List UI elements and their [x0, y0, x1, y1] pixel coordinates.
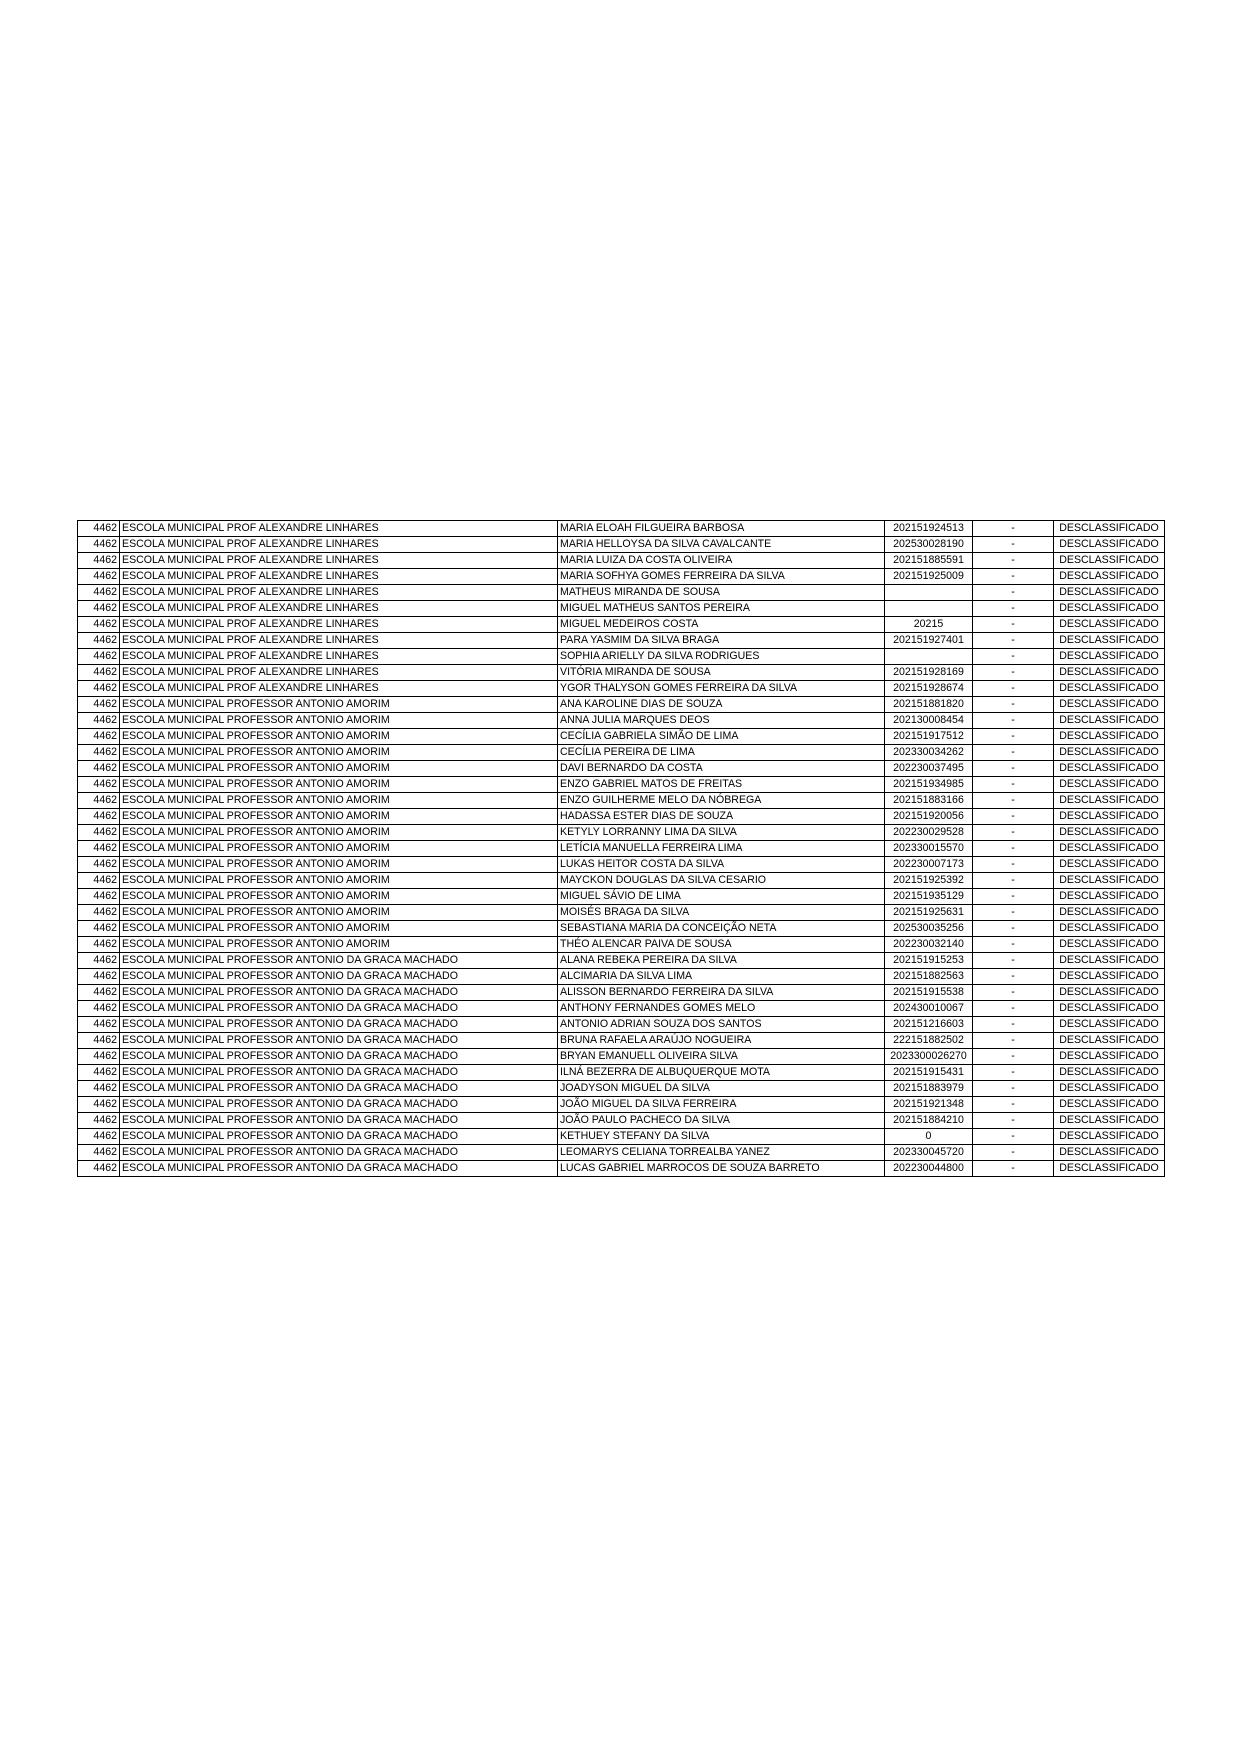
- student-name-cell: ANA KAROLINE DIAS DE SOUZA: [558, 697, 885, 713]
- class-cell: -: [973, 873, 1054, 889]
- student-name-cell: ENZO GABRIEL MATOS DE FREITAS: [558, 777, 885, 793]
- school-code-cell: 4462: [78, 649, 120, 665]
- status-cell: DESCLASSIFICADO: [1054, 1065, 1165, 1081]
- table-row: [78, 905, 1165, 921]
- status-cell: DESCLASSIFICADO: [1054, 729, 1165, 745]
- student-id-cell: 202130008454: [885, 713, 973, 729]
- class-cell: -: [973, 825, 1054, 841]
- school-code-cell: 4462: [78, 937, 120, 953]
- table-row: [78, 953, 1165, 969]
- student-name-cell: ALANA REBEKA PEREIRA DA SILVA: [558, 953, 885, 969]
- school-name-cell: ESCOLA MUNICIPAL PROFESSOR ANTONIO DA GRACA MACHADO: [120, 1097, 558, 1113]
- student-name-cell: LUCAS GABRIEL MARROCOS DE SOUZA BARRETO: [558, 1161, 885, 1177]
- student-name-cell: MIGUEL SÁVIO DE LIMA: [558, 889, 885, 905]
- school-code-cell: 4462: [78, 809, 120, 825]
- status-cell: DESCLASSIFICADO: [1054, 873, 1165, 889]
- status-cell: DESCLASSIFICADO: [1054, 553, 1165, 569]
- class-cell: -: [973, 633, 1054, 649]
- class-cell: -: [973, 889, 1054, 905]
- table-row: [78, 873, 1165, 889]
- status-cell: DESCLASSIFICADO: [1054, 809, 1165, 825]
- class-cell: -: [973, 553, 1054, 569]
- status-cell: DESCLASSIFICADO: [1054, 745, 1165, 761]
- status-cell: DESCLASSIFICADO: [1054, 633, 1165, 649]
- student-name-cell: JOADYSON MIGUEL DA SILVA: [558, 1081, 885, 1097]
- status-cell: DESCLASSIFICADO: [1054, 521, 1165, 537]
- class-cell: -: [973, 1081, 1054, 1097]
- student-name-cell: MATHEUS MIRANDA DE SOUSA: [558, 585, 885, 601]
- student-id-cell: 202151928674: [885, 681, 973, 697]
- class-cell: -: [973, 1065, 1054, 1081]
- table-row: [78, 633, 1165, 649]
- status-cell: DESCLASSIFICADO: [1054, 713, 1165, 729]
- student-id-cell: 202151882563: [885, 969, 973, 985]
- class-cell: -: [973, 937, 1054, 953]
- student-id-cell: 202151883166: [885, 793, 973, 809]
- table-row: [78, 841, 1165, 857]
- student-id-cell: 202151921348: [885, 1097, 973, 1113]
- table-row: [78, 1001, 1165, 1017]
- school-code-cell: 4462: [78, 585, 120, 601]
- student-name-cell: MOISÉS BRAGA DA SILVA: [558, 905, 885, 921]
- status-cell: DESCLASSIFICADO: [1054, 649, 1165, 665]
- student-name-cell: ANNA JULIA MARQUES DEOS: [558, 713, 885, 729]
- student-name-cell: CECÍLIA GABRIELA SIMÃO DE LIMA: [558, 729, 885, 745]
- status-cell: DESCLASSIFICADO: [1054, 761, 1165, 777]
- status-cell: DESCLASSIFICADO: [1054, 1145, 1165, 1161]
- class-cell: -: [973, 1097, 1054, 1113]
- student-name-cell: THÉO ALENCAR PAIVA DE SOUSA: [558, 937, 885, 953]
- class-cell: -: [973, 1129, 1054, 1145]
- student-name-cell: LEOMARYS CELIANA TORREALBA YANEZ: [558, 1145, 885, 1161]
- school-code-cell: 4462: [78, 521, 120, 537]
- status-cell: DESCLASSIFICADO: [1054, 697, 1165, 713]
- student-id-cell: 202151934985: [885, 777, 973, 793]
- student-id-cell: 202151915538: [885, 985, 973, 1001]
- class-cell: -: [973, 1017, 1054, 1033]
- student-id-cell: 20215: [885, 617, 973, 633]
- table-row: [78, 889, 1165, 905]
- table-row: [78, 521, 1165, 537]
- class-cell: -: [973, 601, 1054, 617]
- class-cell: -: [973, 569, 1054, 585]
- school-code-cell: 4462: [78, 1049, 120, 1065]
- student-name-cell: ALCIMARIA DA SILVA LIMA: [558, 969, 885, 985]
- class-cell: -: [973, 537, 1054, 553]
- status-cell: DESCLASSIFICADO: [1054, 681, 1165, 697]
- school-name-cell: ESCOLA MUNICIPAL PROFESSOR ANTONIO AMORIM: [120, 793, 558, 809]
- student-name-cell: JOÃO MIGUEL DA SILVA FERREIRA: [558, 1097, 885, 1113]
- student-id-cell: 202530035256: [885, 921, 973, 937]
- class-cell: -: [973, 697, 1054, 713]
- student-id-cell: 202151920056: [885, 809, 973, 825]
- class-cell: -: [973, 1113, 1054, 1129]
- school-name-cell: ESCOLA MUNICIPAL PROFESSOR ANTONIO DA GRACA MACHADO: [120, 1113, 558, 1129]
- table-row: [78, 793, 1165, 809]
- student-id-cell: 202230029528: [885, 825, 973, 841]
- school-code-cell: 4462: [78, 553, 120, 569]
- table-row: [78, 1145, 1165, 1161]
- school-code-cell: 4462: [78, 697, 120, 713]
- table-row: [78, 921, 1165, 937]
- status-cell: DESCLASSIFICADO: [1054, 617, 1165, 633]
- school-name-cell: ESCOLA MUNICIPAL PROFESSOR ANTONIO DA GRACA MACHADO: [120, 969, 558, 985]
- school-name-cell: ESCOLA MUNICIPAL PROF ALEXANDRE LINHARES: [120, 585, 558, 601]
- school-name-cell: ESCOLA MUNICIPAL PROFESSOR ANTONIO AMORIM: [120, 761, 558, 777]
- table-row: [78, 1161, 1165, 1177]
- table-row: [78, 537, 1165, 553]
- status-cell: DESCLASSIFICADO: [1054, 537, 1165, 553]
- school-name-cell: ESCOLA MUNICIPAL PROFESSOR ANTONIO DA GRACA MACHADO: [120, 1145, 558, 1161]
- table-row: [78, 761, 1165, 777]
- student-id-cell: 202430010067: [885, 1001, 973, 1017]
- school-code-cell: 4462: [78, 985, 120, 1001]
- student-id-cell: 202330015570: [885, 841, 973, 857]
- table-row: [78, 777, 1165, 793]
- school-name-cell: ESCOLA MUNICIPAL PROFESSOR ANTONIO DA GRACA MACHADO: [120, 1001, 558, 1017]
- student-name-cell: CECÍLIA PEREIRA DE LIMA: [558, 745, 885, 761]
- status-cell: DESCLASSIFICADO: [1054, 953, 1165, 969]
- school-code-cell: 4462: [78, 905, 120, 921]
- class-cell: -: [973, 1033, 1054, 1049]
- status-cell: DESCLASSIFICADO: [1054, 825, 1165, 841]
- school-name-cell: ESCOLA MUNICIPAL PROF ALEXANDRE LINHARES: [120, 537, 558, 553]
- class-cell: -: [973, 985, 1054, 1001]
- school-code-cell: 4462: [78, 729, 120, 745]
- class-cell: -: [973, 793, 1054, 809]
- status-cell: DESCLASSIFICADO: [1054, 569, 1165, 585]
- school-code-cell: 4462: [78, 841, 120, 857]
- school-code-cell: 4462: [78, 1033, 120, 1049]
- school-name-cell: ESCOLA MUNICIPAL PROF ALEXANDRE LINHARES: [120, 617, 558, 633]
- school-code-cell: 4462: [78, 1113, 120, 1129]
- table-row: [78, 649, 1165, 665]
- school-code-cell: 4462: [78, 1017, 120, 1033]
- class-cell: -: [973, 1145, 1054, 1161]
- school-name-cell: ESCOLA MUNICIPAL PROF ALEXANDRE LINHARES: [120, 633, 558, 649]
- status-cell: DESCLASSIFICADO: [1054, 601, 1165, 617]
- student-id-cell: 202330045720: [885, 1145, 973, 1161]
- school-code-cell: 4462: [78, 665, 120, 681]
- status-cell: DESCLASSIFICADO: [1054, 1081, 1165, 1097]
- school-code-cell: 4462: [78, 1097, 120, 1113]
- status-cell: DESCLASSIFICADO: [1054, 1113, 1165, 1129]
- student-id-cell: [885, 649, 973, 665]
- student-name-cell: SOPHIA ARIELLY DA SILVA RODRIGUES: [558, 649, 885, 665]
- class-cell: -: [973, 953, 1054, 969]
- school-name-cell: ESCOLA MUNICIPAL PROFESSOR ANTONIO DA GRACA MACHADO: [120, 953, 558, 969]
- school-name-cell: ESCOLA MUNICIPAL PROFESSOR ANTONIO AMORIM: [120, 745, 558, 761]
- school-code-cell: 4462: [78, 953, 120, 969]
- student-id-cell: 202151216603: [885, 1017, 973, 1033]
- school-name-cell: ESCOLA MUNICIPAL PROFESSOR ANTONIO DA GRACA MACHADO: [120, 1017, 558, 1033]
- class-cell: -: [973, 1049, 1054, 1065]
- school-code-cell: 4462: [78, 745, 120, 761]
- results-table: [77, 520, 1165, 1177]
- class-cell: -: [973, 761, 1054, 777]
- table-row: [78, 1017, 1165, 1033]
- class-cell: -: [973, 1001, 1054, 1017]
- school-code-cell: 4462: [78, 617, 120, 633]
- school-code-cell: 4462: [78, 825, 120, 841]
- table-row: [78, 1049, 1165, 1065]
- student-name-cell: LETÍCIA MANUELLA FERREIRA LIMA: [558, 841, 885, 857]
- class-cell: -: [973, 1161, 1054, 1177]
- status-cell: DESCLASSIFICADO: [1054, 585, 1165, 601]
- class-cell: -: [973, 969, 1054, 985]
- student-id-cell: 202330034262: [885, 745, 973, 761]
- student-name-cell: MARIA ELOAH FILGUEIRA BARBOSA: [558, 521, 885, 537]
- status-cell: DESCLASSIFICADO: [1054, 1017, 1165, 1033]
- school-name-cell: ESCOLA MUNICIPAL PROFESSOR ANTONIO DA GRACA MACHADO: [120, 1129, 558, 1145]
- student-name-cell: JOÃO PAULO PACHECO DA SILVA: [558, 1113, 885, 1129]
- student-name-cell: LUKAS HEITOR COSTA DA SILVA: [558, 857, 885, 873]
- student-name-cell: MARIA LUIZA DA COSTA OLIVEIRA: [558, 553, 885, 569]
- class-cell: -: [973, 665, 1054, 681]
- student-name-cell: MARIA HELLOYSA DA SILVA CAVALCANTE: [558, 537, 885, 553]
- school-name-cell: ESCOLA MUNICIPAL PROFESSOR ANTONIO DA GRACA MACHADO: [120, 1081, 558, 1097]
- status-cell: DESCLASSIFICADO: [1054, 969, 1165, 985]
- table-row: [78, 617, 1165, 633]
- student-id-cell: 202151928169: [885, 665, 973, 681]
- student-name-cell: YGOR THALYSON GOMES FERREIRA DA SILVA: [558, 681, 885, 697]
- table-row: [78, 713, 1165, 729]
- school-name-cell: ESCOLA MUNICIPAL PROFESSOR ANTONIO AMORIM: [120, 841, 558, 857]
- student-id-cell: 202151881820: [885, 697, 973, 713]
- class-cell: -: [973, 729, 1054, 745]
- table-row: [78, 553, 1165, 569]
- status-cell: DESCLASSIFICADO: [1054, 1129, 1165, 1145]
- school-code-cell: 4462: [78, 889, 120, 905]
- status-cell: DESCLASSIFICADO: [1054, 905, 1165, 921]
- school-name-cell: ESCOLA MUNICIPAL PROF ALEXANDRE LINHARES: [120, 601, 558, 617]
- student-id-cell: 0: [885, 1129, 973, 1145]
- school-name-cell: ESCOLA MUNICIPAL PROFESSOR ANTONIO AMORIM: [120, 921, 558, 937]
- school-code-cell: 4462: [78, 601, 120, 617]
- table-row: [78, 745, 1165, 761]
- school-name-cell: ESCOLA MUNICIPAL PROFESSOR ANTONIO AMORIM: [120, 697, 558, 713]
- school-name-cell: ESCOLA MUNICIPAL PROFESSOR ANTONIO AMORIM: [120, 729, 558, 745]
- table-row: [78, 809, 1165, 825]
- class-cell: -: [973, 857, 1054, 873]
- school-name-cell: ESCOLA MUNICIPAL PROF ALEXANDRE LINHARES: [120, 665, 558, 681]
- student-name-cell: ILNÁ BEZERRA DE ALBUQUERQUE MOTA: [558, 1065, 885, 1081]
- student-name-cell: KETHUEY STEFANY DA SILVA: [558, 1129, 885, 1145]
- student-id-cell: 202151915431: [885, 1065, 973, 1081]
- table-row: [78, 1033, 1165, 1049]
- student-name-cell: ANTONIO ADRIAN SOUZA DOS SANTOS: [558, 1017, 885, 1033]
- school-code-cell: 4462: [78, 713, 120, 729]
- class-cell: -: [973, 649, 1054, 665]
- school-code-cell: 4462: [78, 1161, 120, 1177]
- status-cell: DESCLASSIFICADO: [1054, 857, 1165, 873]
- table-row: [78, 697, 1165, 713]
- student-name-cell: SEBASTIANA MARIA DA CONCEIÇÃO NETA: [558, 921, 885, 937]
- table-row: [78, 1065, 1165, 1081]
- school-code-cell: 4462: [78, 633, 120, 649]
- school-name-cell: ESCOLA MUNICIPAL PROFESSOR ANTONIO AMORIM: [120, 777, 558, 793]
- student-id-cell: 202230037495: [885, 761, 973, 777]
- student-name-cell: ANTHONY FERNANDES GOMES MELO: [558, 1001, 885, 1017]
- table-row: [78, 1081, 1165, 1097]
- student-id-cell: 202230032140: [885, 937, 973, 953]
- class-cell: -: [973, 745, 1054, 761]
- student-name-cell: KETYLY LORRANNY LIMA DA SILVA: [558, 825, 885, 841]
- student-id-cell: 202151885591: [885, 553, 973, 569]
- student-id-cell: 202151917512: [885, 729, 973, 745]
- student-name-cell: BRYAN EMANUELL OLIVEIRA SILVA: [558, 1049, 885, 1065]
- student-id-cell: 202151927401: [885, 633, 973, 649]
- student-id-cell: 202151925009: [885, 569, 973, 585]
- school-code-cell: 4462: [78, 761, 120, 777]
- student-id-cell: 202230007173: [885, 857, 973, 873]
- school-name-cell: ESCOLA MUNICIPAL PROF ALEXANDRE LINHARES: [120, 553, 558, 569]
- school-name-cell: ESCOLA MUNICIPAL PROFESSOR ANTONIO AMORIM: [120, 857, 558, 873]
- status-cell: DESCLASSIFICADO: [1054, 793, 1165, 809]
- results-table-body: [78, 521, 1165, 1177]
- school-name-cell: ESCOLA MUNICIPAL PROF ALEXANDRE LINHARES: [120, 681, 558, 697]
- school-name-cell: ESCOLA MUNICIPAL PROFESSOR ANTONIO AMORIM: [120, 873, 558, 889]
- school-name-cell: ESCOLA MUNICIPAL PROFESSOR ANTONIO AMORIM: [120, 905, 558, 921]
- table-row: [78, 729, 1165, 745]
- student-id-cell: 202151935129: [885, 889, 973, 905]
- table-row: [78, 1129, 1165, 1145]
- student-name-cell: HADASSA ESTER DIAS DE SOUZA: [558, 809, 885, 825]
- status-cell: DESCLASSIFICADO: [1054, 1033, 1165, 1049]
- school-code-cell: 4462: [78, 969, 120, 985]
- school-code-cell: 4462: [78, 681, 120, 697]
- status-cell: DESCLASSIFICADO: [1054, 985, 1165, 1001]
- school-code-cell: 4462: [78, 537, 120, 553]
- class-cell: -: [973, 713, 1054, 729]
- status-cell: DESCLASSIFICADO: [1054, 1049, 1165, 1065]
- school-code-cell: 4462: [78, 1145, 120, 1161]
- school-code-cell: 4462: [78, 1129, 120, 1145]
- student-id-cell: 202151925631: [885, 905, 973, 921]
- student-name-cell: ALISSON BERNARDO FERREIRA DA SILVA: [558, 985, 885, 1001]
- school-code-cell: 4462: [78, 1065, 120, 1081]
- school-name-cell: ESCOLA MUNICIPAL PROFESSOR ANTONIO AMORIM: [120, 713, 558, 729]
- table-row: [78, 969, 1165, 985]
- class-cell: -: [973, 617, 1054, 633]
- table-row: [78, 681, 1165, 697]
- status-cell: DESCLASSIFICADO: [1054, 937, 1165, 953]
- class-cell: -: [973, 585, 1054, 601]
- table-row: [78, 601, 1165, 617]
- school-code-cell: 4462: [78, 1081, 120, 1097]
- student-name-cell: ENZO GUILHERME MELO DA NÓBREGA: [558, 793, 885, 809]
- class-cell: -: [973, 681, 1054, 697]
- school-name-cell: ESCOLA MUNICIPAL PROF ALEXANDRE LINHARES: [120, 649, 558, 665]
- school-name-cell: ESCOLA MUNICIPAL PROFESSOR ANTONIO DA GRACA MACHADO: [120, 985, 558, 1001]
- student-id-cell: 202151884210: [885, 1113, 973, 1129]
- table-row: [78, 825, 1165, 841]
- class-cell: -: [973, 841, 1054, 857]
- student-name-cell: DAVI BERNARDO DA COSTA: [558, 761, 885, 777]
- status-cell: DESCLASSIFICADO: [1054, 665, 1165, 681]
- student-name-cell: MARIA SOFHYA GOMES FERREIRA DA SILVA: [558, 569, 885, 585]
- student-name-cell: MIGUEL MATHEUS SANTOS PEREIRA: [558, 601, 885, 617]
- school-code-cell: 4462: [78, 921, 120, 937]
- status-cell: DESCLASSIFICADO: [1054, 1097, 1165, 1113]
- student-id-cell: 2023300026270: [885, 1049, 973, 1065]
- table-row: [78, 937, 1165, 953]
- table-row: [78, 585, 1165, 601]
- table-row: [78, 665, 1165, 681]
- school-name-cell: ESCOLA MUNICIPAL PROFESSOR ANTONIO DA GRACA MACHADO: [120, 1033, 558, 1049]
- class-cell: -: [973, 921, 1054, 937]
- status-cell: DESCLASSIFICADO: [1054, 889, 1165, 905]
- school-code-cell: 4462: [78, 793, 120, 809]
- school-name-cell: ESCOLA MUNICIPAL PROFESSOR ANTONIO AMORIM: [120, 825, 558, 841]
- school-code-cell: 4462: [78, 873, 120, 889]
- school-name-cell: ESCOLA MUNICIPAL PROF ALEXANDRE LINHARES: [120, 569, 558, 585]
- status-cell: DESCLASSIFICADO: [1054, 921, 1165, 937]
- student-name-cell: MIGUEL MEDEIROS COSTA: [558, 617, 885, 633]
- table-row: [78, 1113, 1165, 1129]
- student-id-cell: 202230044800: [885, 1161, 973, 1177]
- student-id-cell: [885, 601, 973, 617]
- school-code-cell: 4462: [78, 1001, 120, 1017]
- table-row: [78, 569, 1165, 585]
- class-cell: -: [973, 777, 1054, 793]
- school-code-cell: 4462: [78, 569, 120, 585]
- student-id-cell: 202530028190: [885, 537, 973, 553]
- status-cell: DESCLASSIFICADO: [1054, 777, 1165, 793]
- status-cell: DESCLASSIFICADO: [1054, 1161, 1165, 1177]
- school-name-cell: ESCOLA MUNICIPAL PROFESSOR ANTONIO DA GRACA MACHADO: [120, 1161, 558, 1177]
- table-row: [78, 985, 1165, 1001]
- status-cell: DESCLASSIFICADO: [1054, 841, 1165, 857]
- class-cell: -: [973, 809, 1054, 825]
- table-row: [78, 857, 1165, 873]
- school-code-cell: 4462: [78, 857, 120, 873]
- class-cell: -: [973, 521, 1054, 537]
- student-id-cell: 202151924513: [885, 521, 973, 537]
- student-name-cell: VITÓRIA MIRANDA DE SOUSA: [558, 665, 885, 681]
- school-name-cell: ESCOLA MUNICIPAL PROF ALEXANDRE LINHARES: [120, 521, 558, 537]
- student-name-cell: PARA YASMIM DA SILVA BRAGA: [558, 633, 885, 649]
- class-cell: -: [973, 905, 1054, 921]
- student-name-cell: BRUNA RAFAELA ARAÚJO NOGUEIRA: [558, 1033, 885, 1049]
- student-id-cell: 202151883979: [885, 1081, 973, 1097]
- status-cell: DESCLASSIFICADO: [1054, 1001, 1165, 1017]
- school-name-cell: ESCOLA MUNICIPAL PROFESSOR ANTONIO DA GRACA MACHADO: [120, 1049, 558, 1065]
- school-code-cell: 4462: [78, 777, 120, 793]
- table-row: [78, 1097, 1165, 1113]
- school-name-cell: ESCOLA MUNICIPAL PROFESSOR ANTONIO DA GRACA MACHADO: [120, 1065, 558, 1081]
- student-id-cell: 202151925392: [885, 873, 973, 889]
- school-name-cell: ESCOLA MUNICIPAL PROFESSOR ANTONIO AMORIM: [120, 889, 558, 905]
- student-id-cell: [885, 585, 973, 601]
- school-name-cell: ESCOLA MUNICIPAL PROFESSOR ANTONIO AMORIM: [120, 809, 558, 825]
- student-id-cell: 222151882502: [885, 1033, 973, 1049]
- school-name-cell: ESCOLA MUNICIPAL PROFESSOR ANTONIO AMORIM: [120, 937, 558, 953]
- student-id-cell: 202151915253: [885, 953, 973, 969]
- student-name-cell: MAYCKON DOUGLAS DA SILVA CESARIO: [558, 873, 885, 889]
